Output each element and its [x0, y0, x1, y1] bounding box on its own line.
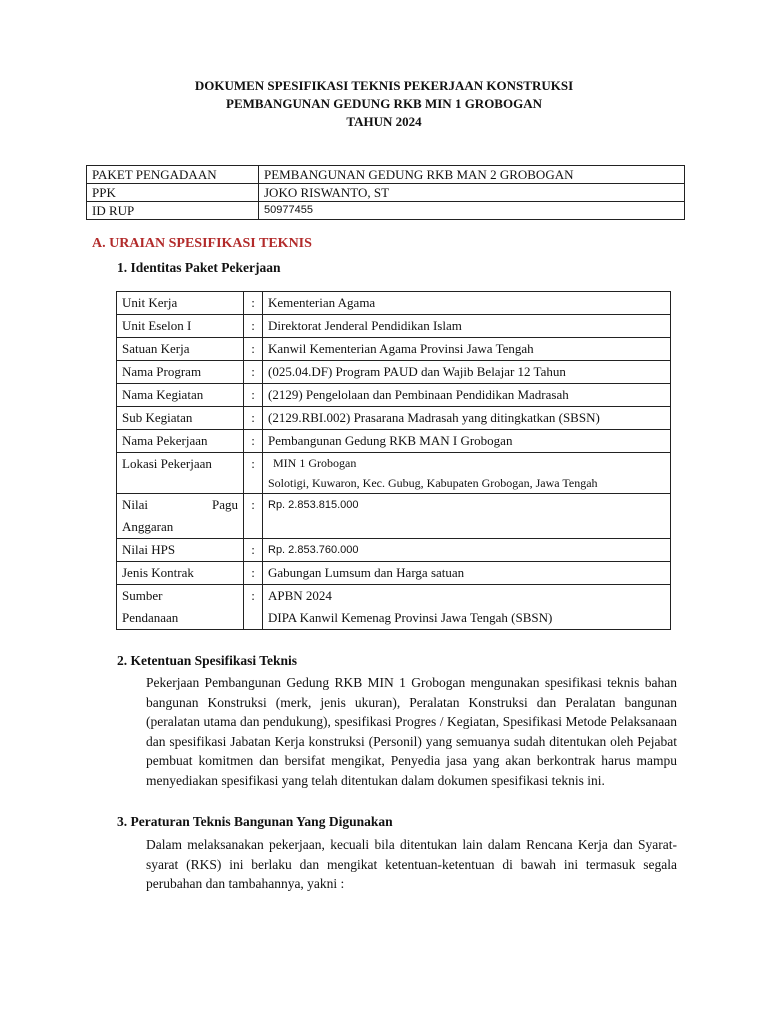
row-label: Jenis Kontrak — [117, 562, 244, 585]
row-label: Nama Kegiatan — [117, 384, 244, 407]
table-row — [117, 338, 671, 361]
sumber-value-1: APBN 2024 — [268, 588, 332, 603]
paragraph-3: Dalam melaksanakan pekerjaan, kecuali bila ditentukan lain dalam Rencana Kerja dan Syarat-syarat (RKS) ini berlaku dan mengikat ketentuan-ketentuan di bawah ini termasuk segala perubahan dan tambahannya, yakni : — [146, 837, 677, 891]
title-line-1: DOKUMEN SPESIFIKASI TEKNIS PEKERJAAN KONSTRUKSI — [194, 78, 574, 93]
subsection-2-heading: 2. Ketentuan Spesifikasi Teknis — [117, 653, 298, 668]
identity-table — [116, 291, 671, 630]
table-row — [117, 430, 671, 453]
colon: : — [244, 338, 263, 361]
table-row — [117, 453, 671, 494]
row-value: (2129) Pengelolaan dan Pembinaan Pendidikan Madrasah — [263, 384, 671, 407]
colon: : — [244, 315, 263, 338]
section-a-heading: A. URAIAN SPESIFIKASI TEKNIS — [92, 236, 312, 251]
pagu-label-a: Nilai — [122, 497, 148, 512]
row-label: Nilai HPS — [117, 539, 244, 562]
row-value: Rp. 2.853.760.000 — [263, 539, 671, 562]
row-value: Rp. 2.853.815.000 — [263, 494, 671, 539]
row-value: Direktorat Jenderal Pendidikan Islam — [263, 315, 671, 338]
header-table — [86, 165, 685, 220]
table-row — [87, 166, 685, 184]
row-label: Nama Pekerjaan — [117, 430, 244, 453]
table-row — [117, 562, 671, 585]
row-label: Sub Kegiatan — [117, 407, 244, 430]
row-label: Satuan Kerja — [117, 338, 244, 361]
row-label: Unit Kerja — [117, 292, 244, 315]
row-label — [117, 494, 244, 539]
sumber-label-a: Sumber — [122, 588, 163, 603]
title-line-3: TAHUN 2024 — [346, 114, 422, 129]
colon: : — [244, 361, 263, 384]
header-value: 50977455 — [259, 202, 685, 220]
colon: : — [244, 292, 263, 315]
table-row — [117, 292, 671, 315]
table-row — [117, 407, 671, 430]
colon: : — [244, 453, 263, 494]
row-value: (025.04.DF) Program PAUD dan Wajib Belajar 12 Tahun — [263, 361, 671, 384]
colon: : — [244, 539, 263, 562]
sumber-label-b: Pendanaan — [122, 610, 179, 625]
colon: : — [244, 384, 263, 407]
colon: : — [244, 407, 263, 430]
table-row — [117, 494, 671, 539]
row-label: Lokasi Pekerjaan — [117, 453, 244, 494]
row-value: Pembangunan Gedung RKB MAN I Grobogan — [263, 430, 671, 453]
row-label: Nama Program — [117, 361, 244, 384]
table-row — [117, 361, 671, 384]
colon: : — [244, 562, 263, 585]
table-row — [117, 539, 671, 562]
row-value — [263, 453, 671, 494]
title-line-2: PEMBANGUNAN GEDUNG RKB MIN 1 GROBOGAN — [226, 96, 542, 111]
lokasi-line-2: Solotigi, Kuwaron, Kec. Gubug, Kabupaten Grobogan, Jawa Tengah — [268, 476, 598, 490]
colon: : — [244, 494, 263, 539]
pagu-label-c: Anggaran — [122, 519, 174, 534]
subsection-1-heading: 1. Identitas Paket Pekerjaan — [117, 260, 281, 275]
row-value: Kanwil Kementerian Agama Provinsi Jawa Tengah — [263, 338, 671, 361]
header-label: PPK — [87, 184, 259, 202]
row-label: Unit Eselon I — [117, 315, 244, 338]
row-value: (2129.RBI.002) Prasarana Madrasah yang ditingkatkan (SBSN) — [263, 407, 671, 430]
colon: : — [244, 430, 263, 453]
row-value: Kementerian Agama — [263, 292, 671, 315]
subsection-3-heading: 3. Peraturan Teknis Bangunan Yang Digunakan — [117, 814, 393, 829]
sumber-value-2: DIPA Kanwil Kemenag Provinsi Jawa Tengah (SBSN) — [268, 610, 553, 625]
header-value: JOKO RISWANTO, ST — [259, 184, 685, 202]
row-value: Gabungan Lumsum dan Harga satuan — [263, 562, 671, 585]
row-label — [117, 585, 244, 630]
table-row — [87, 184, 685, 202]
table-row — [117, 384, 671, 407]
header-value: PEMBANGUNAN GEDUNG RKB MAN 2 GROBOGAN — [259, 166, 685, 184]
paragraph-2: Pekerjaan Pembangunan Gedung RKB MIN 1 Grobogan mengunakan spesifikasi teknis bahan bangunan Konstruksi (merk, jenis ukuran), Peralatan Konstruksi dan Peralatan bangunan (peralatan utama dan pendukung), spesifikasi Progres / Kegiatan, Spesifikasi Metode Pelaksanaan dan spesifikasi Jabatan Kerja konstruksi (Personil) yang semuanya sudah ditentukan oleh Pejabat pembuat komitmen dan bersifat mengikat, Penyedia jasa yang akan berkontrak harus mampu menyediakan spesifikasi yang telah ditentukan dalam dokumen spesifikasi teknis ini. — [146, 675, 677, 788]
header-label: PAKET PENGADAAN — [87, 166, 259, 184]
pagu-label-b: Pagu — [212, 497, 238, 512]
table-row — [117, 585, 671, 630]
row-value — [263, 585, 671, 630]
lokasi-line-1: MIN 1 Grobogan — [273, 456, 357, 470]
table-row — [87, 202, 685, 220]
header-label: ID RUP — [87, 202, 259, 220]
table-row — [117, 315, 671, 338]
colon: : — [244, 585, 263, 630]
